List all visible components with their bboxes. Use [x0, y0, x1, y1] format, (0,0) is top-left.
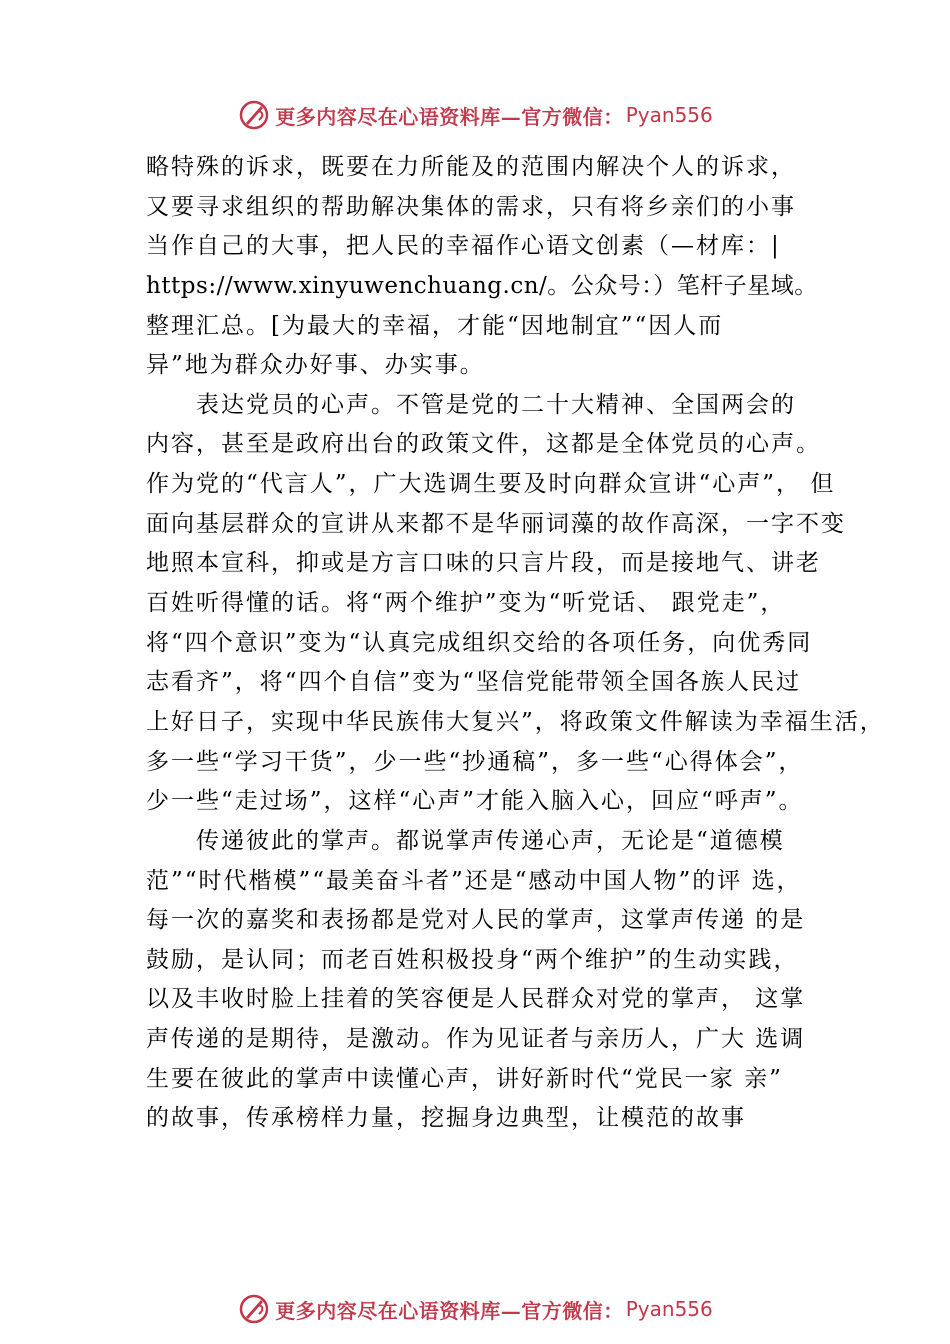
footer-account: Pyan556 — [625, 1297, 713, 1321]
header-account: Pyan556 — [625, 103, 713, 127]
quill-seal-icon — [237, 1292, 271, 1326]
header-banner — [0, 95, 950, 135]
body-line: 面向基层群众的宣讲从来都不是华丽词藻的故作高深，一字不变 — [146, 510, 846, 537]
body-line: 内容，甚至是政府出台的政策文件，这都是全体党员的心声。 — [146, 431, 821, 458]
body-line: 异”地为群众办好事、办实事。 — [146, 352, 485, 379]
header-text: 更多内容尽在心语资料库—官方微信： — [275, 104, 624, 129]
body-line: 多一些“学习干货”，少一些“抄通稿”，多一些“心得体会”， — [146, 748, 804, 775]
body-line: 少一些“走过场”，这样“心声”才能入脑入心，回应“呼声”。 — [146, 788, 804, 815]
body-line: https://www.xinyuwenchuang.cn/。公众号：）笔杆子星域。 — [146, 272, 818, 299]
body-line: 略特殊的诉求，既要在力所能及的范围内解决个人的诉求， — [146, 154, 796, 180]
body-line: 作为党的“代言人”，广大选调生要及时向群众宣讲“心声”， 但 — [146, 471, 836, 498]
body-line: 每一次的嘉奖和表扬都是党对人民的掌声，这掌声传递 的是 — [146, 907, 806, 934]
body-line: 当作自己的大事，把人民的幸福作心语文创素（—材库：| — [146, 233, 781, 260]
body-line: 百姓听得懂的话。将“两个维护”变为“听党话、 跟党走”， — [146, 590, 786, 617]
body-line: 范”“时代楷模”“最美奋斗者”还是“感动中国人物”的评 选， — [146, 867, 802, 894]
body-line: 的故事，传承榜样力量，挖掘身边典型，让模范的故事 — [146, 1105, 746, 1132]
body-line: 地照本宣科，抑或是方言口味的只言片段，而是接地气、讲老 — [146, 550, 821, 577]
body-line: 声传递的是期待，是激动。作为见证者与亲历人，广大 选调 — [146, 1026, 806, 1053]
paragraph-heading-line: 表达党员的心声。不管是党的二十大精神、全国两会的 — [196, 391, 796, 418]
body-line: 又要寻求组织的帮助解决集体的需求，只有将乡亲们的小事 — [146, 193, 796, 220]
footer-text: 更多内容尽在心语资料库—官方微信： — [275, 1298, 624, 1323]
body-line: 志看齐”，将“四个自信”变为“坚信党能带领全国各族人民过 — [146, 669, 802, 696]
quill-seal-icon — [237, 98, 271, 132]
body-line: 将“四个意识”变为“认真完成组织交给的各项任务，向优秀同 — [146, 629, 813, 656]
paragraph-heading-line: 传递彼此的掌声。都说掌声传递心声，无论是“道德模 — [196, 827, 785, 854]
body-line: 以及丰收时脸上挂着的笑容便是人民群众对党的掌声， 这掌 — [146, 986, 806, 1013]
body-line: 生要在彼此的掌声中读懂心声，讲好新时代“党民一家 亲” — [146, 1065, 783, 1092]
document-body — [146, 148, 885, 1139]
body-line: 上好日子，实现中华民族伟大复兴”，将政策文件解读为幸福生活， — [146, 708, 885, 735]
footer-banner — [0, 1289, 950, 1329]
body-line: 鼓励，是认同；而老百姓积极投身“两个维护”的生动实践， — [146, 946, 799, 973]
body-line: 整理汇总。[为最大的幸福，才能“因地制宜”“因人而 — [146, 312, 724, 339]
